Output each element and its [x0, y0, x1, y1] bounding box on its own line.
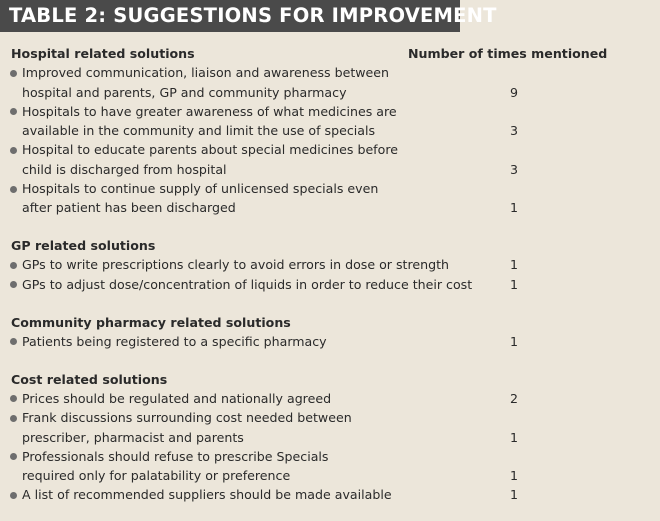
mention-count: 1: [510, 333, 519, 349]
table-row: [0, 140, 660, 159]
section-heading-row: [0, 313, 660, 332]
mention-count: 3: [510, 161, 519, 177]
mention-count: 1: [510, 257, 519, 273]
suggestion-text: GPs to write prescriptions clearly to avoid errors in dose or strength: [22, 257, 450, 273]
table-row: [0, 255, 660, 274]
table-row: [0, 428, 660, 447]
suggestion-text: Hospitals to continue supply of unlicensed specials even: [22, 181, 379, 197]
bullet-icon: [10, 70, 17, 77]
suggestion-text: A list of recommended suppliers should be made available: [22, 487, 392, 503]
table-row: [0, 102, 660, 121]
suggestion-text: prescriber, pharmacist and parents: [22, 429, 244, 445]
section-heading: Community pharmacy related solutions: [11, 314, 291, 330]
table-row: [0, 408, 660, 427]
suggestion-text: Frank discussions surrounding cost needed between: [22, 410, 352, 426]
table-row: [0, 198, 660, 217]
table-row: [0, 447, 660, 466]
suggestion-text: Improved communication, liaison and awareness between: [22, 65, 390, 81]
suggestions-table: [0, 44, 660, 505]
section-heading: Cost related solutions: [11, 371, 168, 387]
table-row: [0, 485, 660, 504]
suggestion-text: hospital and parents, GP and community pharmacy: [22, 84, 347, 100]
table-row: [0, 83, 660, 102]
suggestion-text: after patient has been discharged: [22, 200, 236, 216]
suggestion-text: Hospitals to have greater awareness of what medicines are: [22, 103, 397, 119]
section-heading: GP related solutions: [11, 238, 156, 254]
mention-count: 1: [510, 276, 519, 292]
table-row: [0, 63, 660, 82]
table-title: TABLE 2: SUGGESTIONS FOR IMPROVEMENT: [9, 4, 497, 27]
table-row: [0, 389, 660, 408]
table-row: [0, 332, 660, 351]
section-heading-row: [0, 370, 660, 389]
table-row: [0, 179, 660, 198]
mention-count: 9: [510, 84, 519, 100]
mention-count: 1: [510, 429, 519, 445]
bullet-icon: [10, 453, 17, 460]
mention-count: 1: [510, 200, 519, 216]
bullet-icon: [10, 338, 17, 345]
table-row: [0, 121, 660, 140]
suggestion-text: required only for palatability or preference: [22, 468, 291, 484]
mention-count: 3: [510, 123, 519, 139]
suggestion-text: Hospital to educate parents about special medicines before: [22, 142, 398, 158]
bullet-icon: [10, 395, 17, 402]
table-title-bar: [0, 0, 497, 32]
bullet-icon: [10, 492, 17, 499]
suggestion-text: Professionals should refuse to prescribe Specials: [22, 448, 329, 464]
mention-count: 1: [510, 468, 519, 484]
suggestion-text: Patients being registered to a specific pharmacy: [22, 333, 327, 349]
suggestion-text: GPs to adjust dose/concentration of liquids in order to reduce their cost: [22, 276, 473, 292]
suggestion-text: child is discharged from hospital: [22, 161, 227, 177]
bullet-icon: [10, 281, 17, 288]
table-row: [0, 275, 660, 294]
section-heading-row: [0, 236, 660, 255]
column-header-times-mentioned: Number of times mentioned: [408, 46, 608, 61]
suggestion-text: Prices should be regulated and nationally agreed: [22, 390, 332, 406]
mention-count: 1: [510, 487, 519, 503]
mention-count: 2: [510, 390, 519, 406]
bullet-icon: [10, 147, 17, 154]
table-row: [0, 466, 660, 485]
bullet-icon: [10, 415, 17, 422]
section-heading-row: [0, 44, 660, 63]
bullet-icon: [10, 262, 17, 269]
suggestion-text: available in the community and limit the use of specials: [22, 123, 376, 139]
table-row: [0, 160, 660, 179]
section-heading: Hospital related solutions: [11, 46, 195, 61]
bullet-icon: [10, 108, 17, 115]
bullet-icon: [10, 186, 17, 193]
